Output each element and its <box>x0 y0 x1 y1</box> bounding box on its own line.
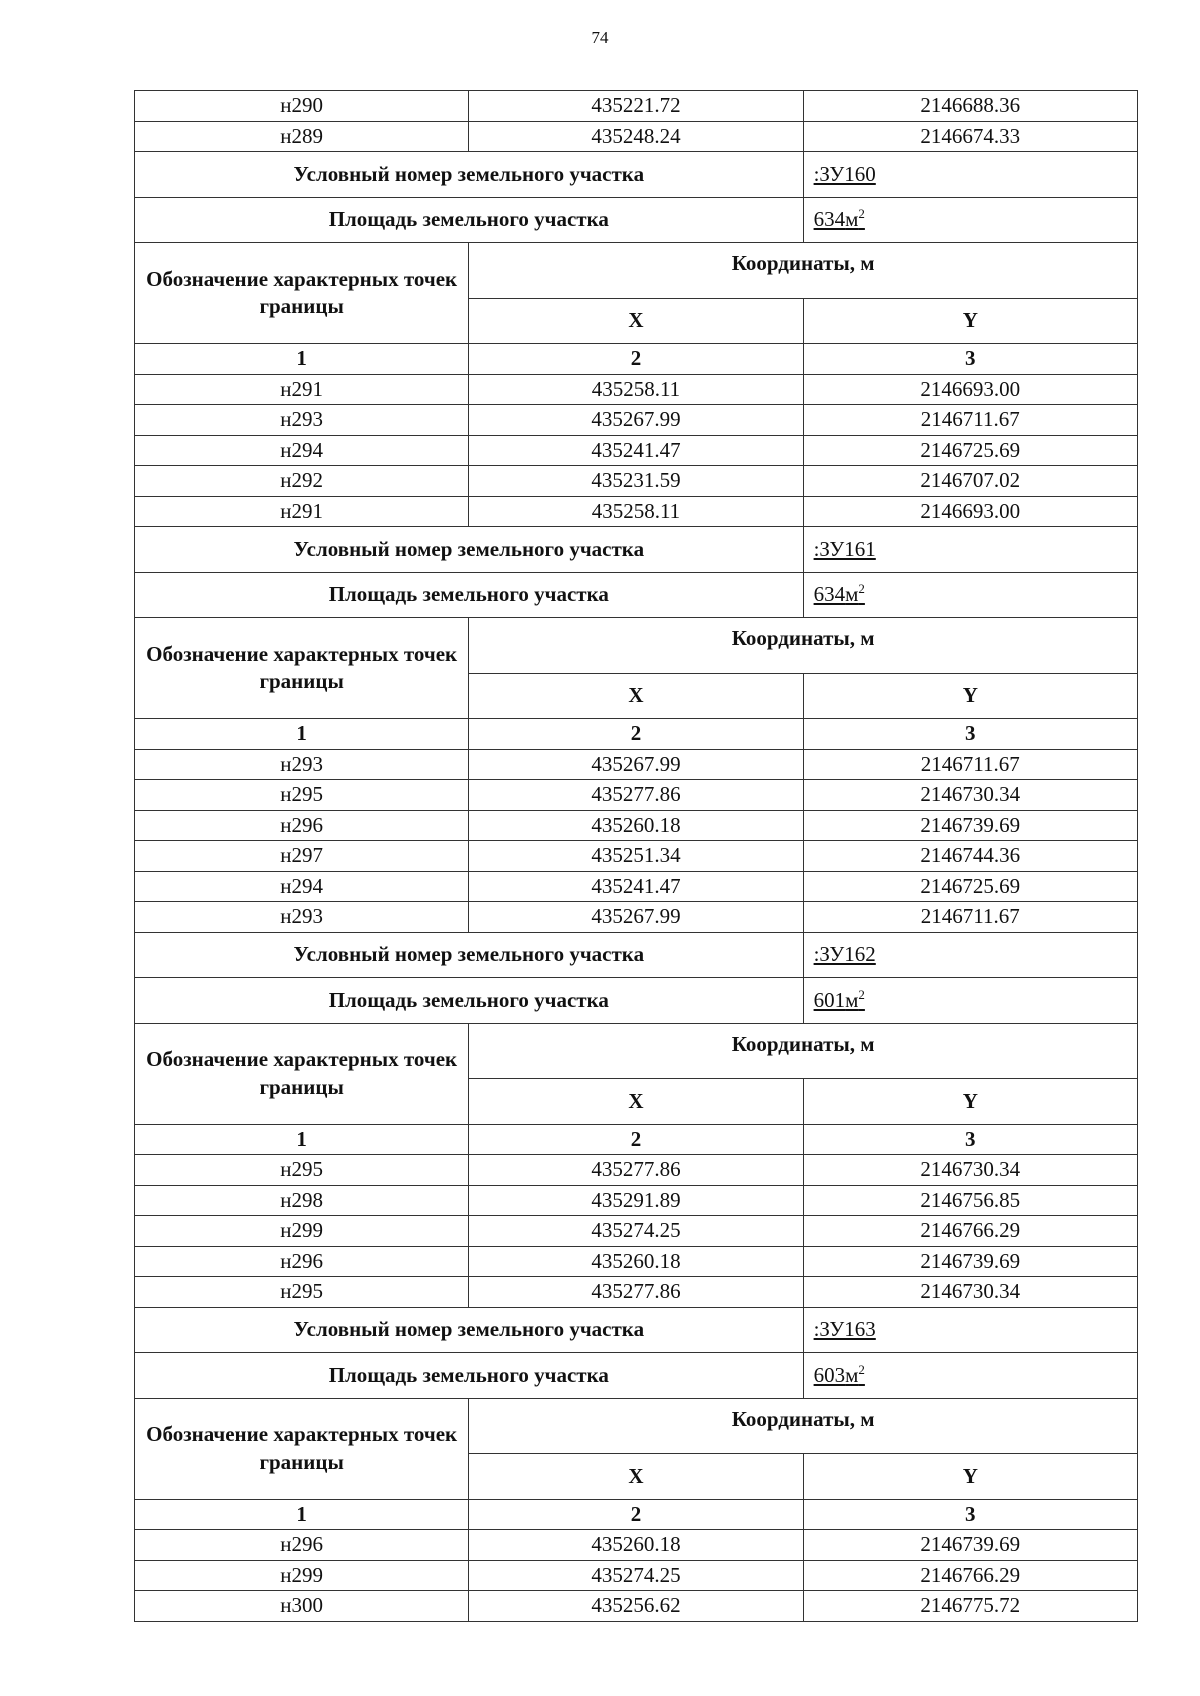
plot-number-cell <box>803 527 1137 573</box>
header-row <box>135 243 1138 299</box>
col-number-1: 1 <box>135 344 469 375</box>
points-header: Обозначение характерных точек границы <box>135 243 469 344</box>
coord-x: 435277.86 <box>469 1155 803 1186</box>
plot-number-value: :ЗУ161 <box>813 536 876 561</box>
coord-y: 2146766.29 <box>803 1560 1137 1591</box>
point-name: н294 <box>135 435 469 466</box>
plot-area-cell <box>803 1353 1137 1399</box>
table-row <box>135 749 1138 780</box>
table-row <box>135 1277 1138 1308</box>
coord-y: 2146739.69 <box>803 1530 1137 1561</box>
plot-area-exponent: 2 <box>858 986 865 1002</box>
col-y-header: Y <box>803 1079 1137 1125</box>
plot-area-label: Площадь земельного участка <box>135 978 804 1024</box>
plot-number-label: Условный номер земельного участка <box>135 932 804 978</box>
col-number-3: 3 <box>803 719 1137 750</box>
plot-area-row <box>135 572 1138 618</box>
point-name: н300 <box>135 1591 469 1622</box>
plot-number-row <box>135 152 1138 198</box>
plot-area-label: Площадь земельного участка <box>135 197 804 243</box>
point-name: н294 <box>135 871 469 902</box>
col-number-2: 2 <box>469 1124 803 1155</box>
plot-area-value <box>814 207 865 231</box>
plot-area-label: Площадь земельного участка <box>135 1353 804 1399</box>
plot-number-value: :ЗУ160 <box>813 161 876 186</box>
coord-y: 2146688.36 <box>803 91 1137 122</box>
plot-area-value <box>814 1363 865 1387</box>
points-header: Обозначение характерных точек границы <box>135 1023 469 1124</box>
coord-x: 435251.34 <box>469 841 803 872</box>
plot-number-cell <box>803 932 1137 978</box>
table-row <box>135 1185 1138 1216</box>
column-numbers-row <box>135 719 1138 750</box>
point-name: н290 <box>135 91 469 122</box>
coord-x: 435258.11 <box>469 374 803 405</box>
header-row <box>135 1023 1138 1079</box>
point-name: н293 <box>135 902 469 933</box>
plot-area-number: 601 <box>813 987 846 1012</box>
col-number-1: 1 <box>135 1499 469 1530</box>
plot-area-label: Площадь земельного участка <box>135 572 804 618</box>
plot-area-unit: м <box>845 582 859 607</box>
coord-y: 2146674.33 <box>803 121 1137 152</box>
coord-x: 435260.18 <box>469 1530 803 1561</box>
table-row <box>135 1216 1138 1247</box>
plot-area-value <box>814 582 865 606</box>
col-number-2: 2 <box>469 344 803 375</box>
header-row <box>135 618 1138 674</box>
plot-area-exponent: 2 <box>858 581 865 597</box>
coord-x: 435260.18 <box>469 1246 803 1277</box>
point-name: н292 <box>135 466 469 497</box>
col-number-3: 3 <box>803 1499 1137 1530</box>
point-name: н291 <box>135 374 469 405</box>
coord-y: 2146711.67 <box>803 749 1137 780</box>
points-header: Обозначение характерных точек границы <box>135 618 469 719</box>
plot-area-row <box>135 978 1138 1024</box>
coord-y: 2146739.69 <box>803 1246 1137 1277</box>
plot-area-unit: м <box>845 207 859 232</box>
plot-number-label: Условный номер земельного участка <box>135 527 804 573</box>
table-row <box>135 1560 1138 1591</box>
coord-x: 435260.18 <box>469 810 803 841</box>
point-name: н293 <box>135 749 469 780</box>
plot-area-row <box>135 197 1138 243</box>
coord-y: 2146711.67 <box>803 405 1137 436</box>
table-row <box>135 1591 1138 1622</box>
plot-area-number: 603 <box>813 1362 846 1387</box>
plot-area-cell <box>803 978 1137 1024</box>
col-y-header: Y <box>803 1454 1137 1500</box>
col-y-header: Y <box>803 673 1137 719</box>
table-row <box>135 810 1138 841</box>
coords-header: Координаты, м <box>469 618 1138 674</box>
table-row <box>135 1246 1138 1277</box>
coord-x: 435241.47 <box>469 871 803 902</box>
coord-y: 2146693.00 <box>803 374 1137 405</box>
point-name: н296 <box>135 1530 469 1561</box>
point-name: н296 <box>135 1246 469 1277</box>
col-x-header: X <box>469 298 803 344</box>
table-row <box>135 871 1138 902</box>
point-name: н295 <box>135 1155 469 1186</box>
point-name: н297 <box>135 841 469 872</box>
col-number-2: 2 <box>469 719 803 750</box>
points-header: Обозначение характерных точек границы <box>135 1398 469 1499</box>
plot-area-exponent: 2 <box>858 1361 865 1377</box>
col-number-3: 3 <box>803 344 1137 375</box>
coord-x: 435221.72 <box>469 91 803 122</box>
table-row <box>135 121 1138 152</box>
plot-number-cell <box>803 152 1137 198</box>
coord-y: 2146766.29 <box>803 1216 1137 1247</box>
coord-x: 435277.86 <box>469 1277 803 1308</box>
plot-area-unit: м <box>845 1362 859 1387</box>
table-row <box>135 91 1138 122</box>
col-number-2: 2 <box>469 1499 803 1530</box>
point-name: н299 <box>135 1216 469 1247</box>
coords-header: Координаты, м <box>469 243 1138 299</box>
plot-number-row <box>135 932 1138 978</box>
plot-number-cell <box>803 1307 1137 1353</box>
coord-x: 435291.89 <box>469 1185 803 1216</box>
coord-x: 435274.25 <box>469 1560 803 1591</box>
point-name: н291 <box>135 496 469 527</box>
point-name: н299 <box>135 1560 469 1591</box>
plot-number-row <box>135 1307 1138 1353</box>
table-row <box>135 1530 1138 1561</box>
point-name: н296 <box>135 810 469 841</box>
coords-header: Координаты, м <box>469 1398 1138 1454</box>
coord-y: 2146725.69 <box>803 435 1137 466</box>
point-name: н295 <box>135 1277 469 1308</box>
plot-number-row <box>135 527 1138 573</box>
coords-header: Координаты, м <box>469 1023 1138 1079</box>
plot-number-value: :ЗУ163 <box>813 1317 876 1342</box>
coord-y: 2146739.69 <box>803 810 1137 841</box>
coord-x: 435241.47 <box>469 435 803 466</box>
col-x-header: X <box>469 1079 803 1125</box>
point-name: н293 <box>135 405 469 436</box>
page-number: 74 <box>591 28 609 47</box>
plot-number-label: Условный номер земельного участка <box>135 152 804 198</box>
coord-x: 435231.59 <box>469 466 803 497</box>
coord-y: 2146707.02 <box>803 466 1137 497</box>
plot-area-row <box>135 1353 1138 1399</box>
point-name: н298 <box>135 1185 469 1216</box>
column-numbers-row <box>135 1124 1138 1155</box>
col-x-header: X <box>469 673 803 719</box>
column-numbers-row <box>135 1499 1138 1530</box>
plot-area-number: 634 <box>813 582 846 607</box>
table-row <box>135 1155 1138 1186</box>
col-y-header: Y <box>803 298 1137 344</box>
col-number-3: 3 <box>803 1124 1137 1155</box>
plot-area-cell <box>803 572 1137 618</box>
coord-x: 435274.25 <box>469 1216 803 1247</box>
coord-x: 435277.86 <box>469 780 803 811</box>
coord-x: 435267.99 <box>469 902 803 933</box>
coord-y: 2146730.34 <box>803 1277 1137 1308</box>
table-row <box>135 435 1138 466</box>
table-row <box>135 841 1138 872</box>
coord-y: 2146756.85 <box>803 1185 1137 1216</box>
point-name: н295 <box>135 780 469 811</box>
coord-y: 2146730.34 <box>803 1155 1137 1186</box>
plot-number-label: Условный номер земельного участка <box>135 1307 804 1353</box>
coordinates-table <box>134 90 1138 1622</box>
table-row <box>135 780 1138 811</box>
plot-number-value: :ЗУ162 <box>813 942 876 967</box>
coord-y: 2146711.67 <box>803 902 1137 933</box>
col-number-1: 1 <box>135 1124 469 1155</box>
table-row <box>135 466 1138 497</box>
point-name: н289 <box>135 121 469 152</box>
table-row <box>135 405 1138 436</box>
coord-y: 2146775.72 <box>803 1591 1137 1622</box>
plot-area-number: 634 <box>813 207 846 232</box>
coord-x: 435258.11 <box>469 496 803 527</box>
plot-area-unit: м <box>845 987 859 1012</box>
plot-area-cell <box>803 197 1137 243</box>
coord-y: 2146730.34 <box>803 780 1137 811</box>
coord-x: 435267.99 <box>469 405 803 436</box>
column-numbers-row <box>135 344 1138 375</box>
coord-x: 435256.62 <box>469 1591 803 1622</box>
col-x-header: X <box>469 1454 803 1500</box>
col-number-1: 1 <box>135 719 469 750</box>
coord-y: 2146744.36 <box>803 841 1137 872</box>
header-row <box>135 1398 1138 1454</box>
coord-y: 2146693.00 <box>803 496 1137 527</box>
table-row <box>135 374 1138 405</box>
table-row <box>135 902 1138 933</box>
coord-x: 435248.24 <box>469 121 803 152</box>
plot-area-value <box>814 988 865 1012</box>
plot-area-exponent: 2 <box>858 206 865 222</box>
table-row <box>135 496 1138 527</box>
coord-y: 2146725.69 <box>803 871 1137 902</box>
coord-x: 435267.99 <box>469 749 803 780</box>
